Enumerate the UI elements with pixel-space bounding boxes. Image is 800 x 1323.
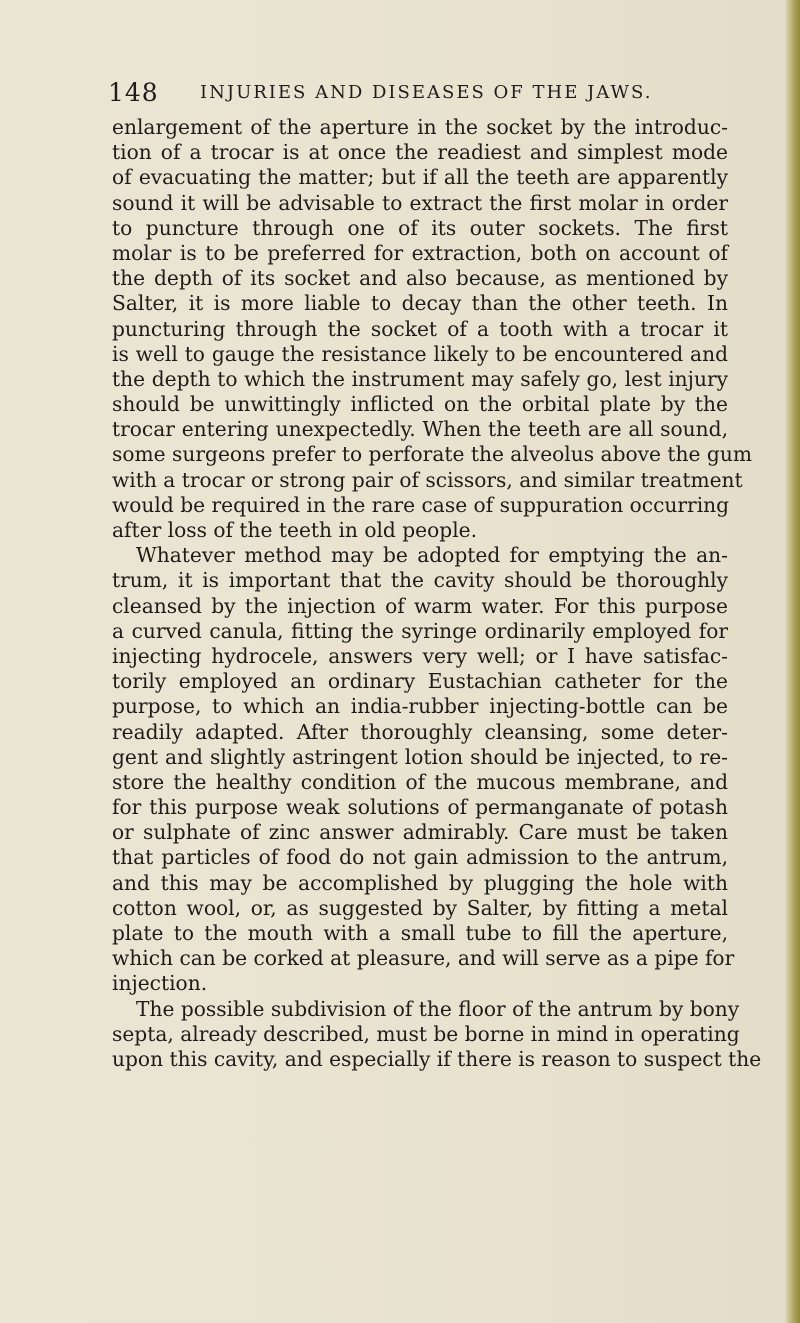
text-line: sound it will be advisable to extract the first molar in order bbox=[112, 190, 728, 215]
text-line: gent and slightly astringent lotion should be injected, to re- bbox=[112, 744, 728, 769]
text-line: readily adapted. After thoroughly cleansing, some deter- bbox=[112, 719, 728, 744]
text-line: to puncture through one of its outer sockets. The first bbox=[112, 215, 728, 240]
text-line: with a trocar or strong pair of scissors, and similar treatment bbox=[112, 467, 743, 492]
text-line: cotton wool, or, as suggested by Salter, by fitting a metal bbox=[112, 895, 728, 920]
text-line: septa, already described, must be borne in mind in operating bbox=[112, 1021, 740, 1046]
text-line: torily employed an ordinary Eustachian catheter for the bbox=[112, 669, 728, 694]
text-line: and this may be accomplished by plugging the hole with bbox=[112, 870, 728, 895]
text-line: tion of a trocar is at once the readiest and simplest mode bbox=[112, 140, 728, 165]
text-line: The possible subdivision of the floor of the antrum by bony bbox=[136, 996, 740, 1021]
text-line: after loss of the teeth in old people. bbox=[112, 518, 478, 542]
running-head: INJURIES AND DISEASES OF THE JAWS. bbox=[200, 82, 653, 103]
text-line: which can be corked at pleasure, and will serve as a pipe for bbox=[112, 946, 735, 971]
text-line: cleansed by the injection of warm water. For this purpose bbox=[112, 593, 728, 618]
text-line: store the healthy condition of the mucous membrane, and bbox=[112, 769, 728, 794]
text-line: trocar entering unexpectedly. When the teeth are all sound, bbox=[112, 417, 728, 442]
text-line: plate to the mouth with a small tube to fill the aperture, bbox=[112, 921, 728, 945]
page-number: 148 bbox=[108, 78, 159, 107]
page-header bbox=[108, 78, 708, 112]
text-line: purpose, to which an india-rubber injecting-bottle can be bbox=[112, 694, 728, 719]
text-line: of evacuating the matter; but if all the teeth are apparently bbox=[112, 165, 728, 190]
text-line: Whatever method may be adopted for emptying the an- bbox=[136, 543, 728, 568]
text-line: or sulphate of zinc answer admirably. Care must be taken bbox=[112, 820, 728, 845]
text-line: the depth of its socket and also because, as mentioned by bbox=[112, 266, 728, 291]
text-line: enlargement of the aperture in the socket by the introduc- bbox=[112, 115, 728, 139]
text-line: some surgeons prefer to perforate the alveolus above the gum bbox=[112, 442, 752, 467]
text-line: a curved canula, fitting the syringe ordinarily employed for bbox=[112, 618, 728, 643]
body-text bbox=[112, 115, 762, 1072]
text-line: injection. bbox=[112, 971, 208, 996]
page-edge bbox=[786, 0, 800, 1323]
text-line: is well to gauge the resistance likely to be encountered and bbox=[112, 341, 728, 366]
text-line: should be unwittingly inflicted on the orbital plate by the bbox=[112, 392, 728, 417]
text-line: upon this cavity, and especially if there is reason to suspect the bbox=[112, 1046, 762, 1071]
text-line: molar is to be preferred for extraction, both on account of bbox=[112, 240, 728, 265]
text-line: that particles of food do not gain admission to the antrum, bbox=[112, 845, 728, 870]
text-line: puncturing through the socket of a tooth with a trocar it bbox=[112, 316, 728, 341]
text-line: for this purpose weak solutions of permanganate of potash bbox=[112, 795, 728, 820]
text-line: the depth to which the instrument may safely go, lest injury bbox=[112, 366, 728, 391]
text-line: Salter, it is more liable to decay than the other teeth. In bbox=[112, 291, 728, 316]
text-line: injecting hydrocele, answers very well; or I have satisfac- bbox=[112, 643, 728, 668]
text-line: trum, it is important that the cavity should be thoroughly bbox=[112, 568, 728, 593]
text-line: would be required in the rare case of suppuration occurring bbox=[112, 492, 730, 517]
